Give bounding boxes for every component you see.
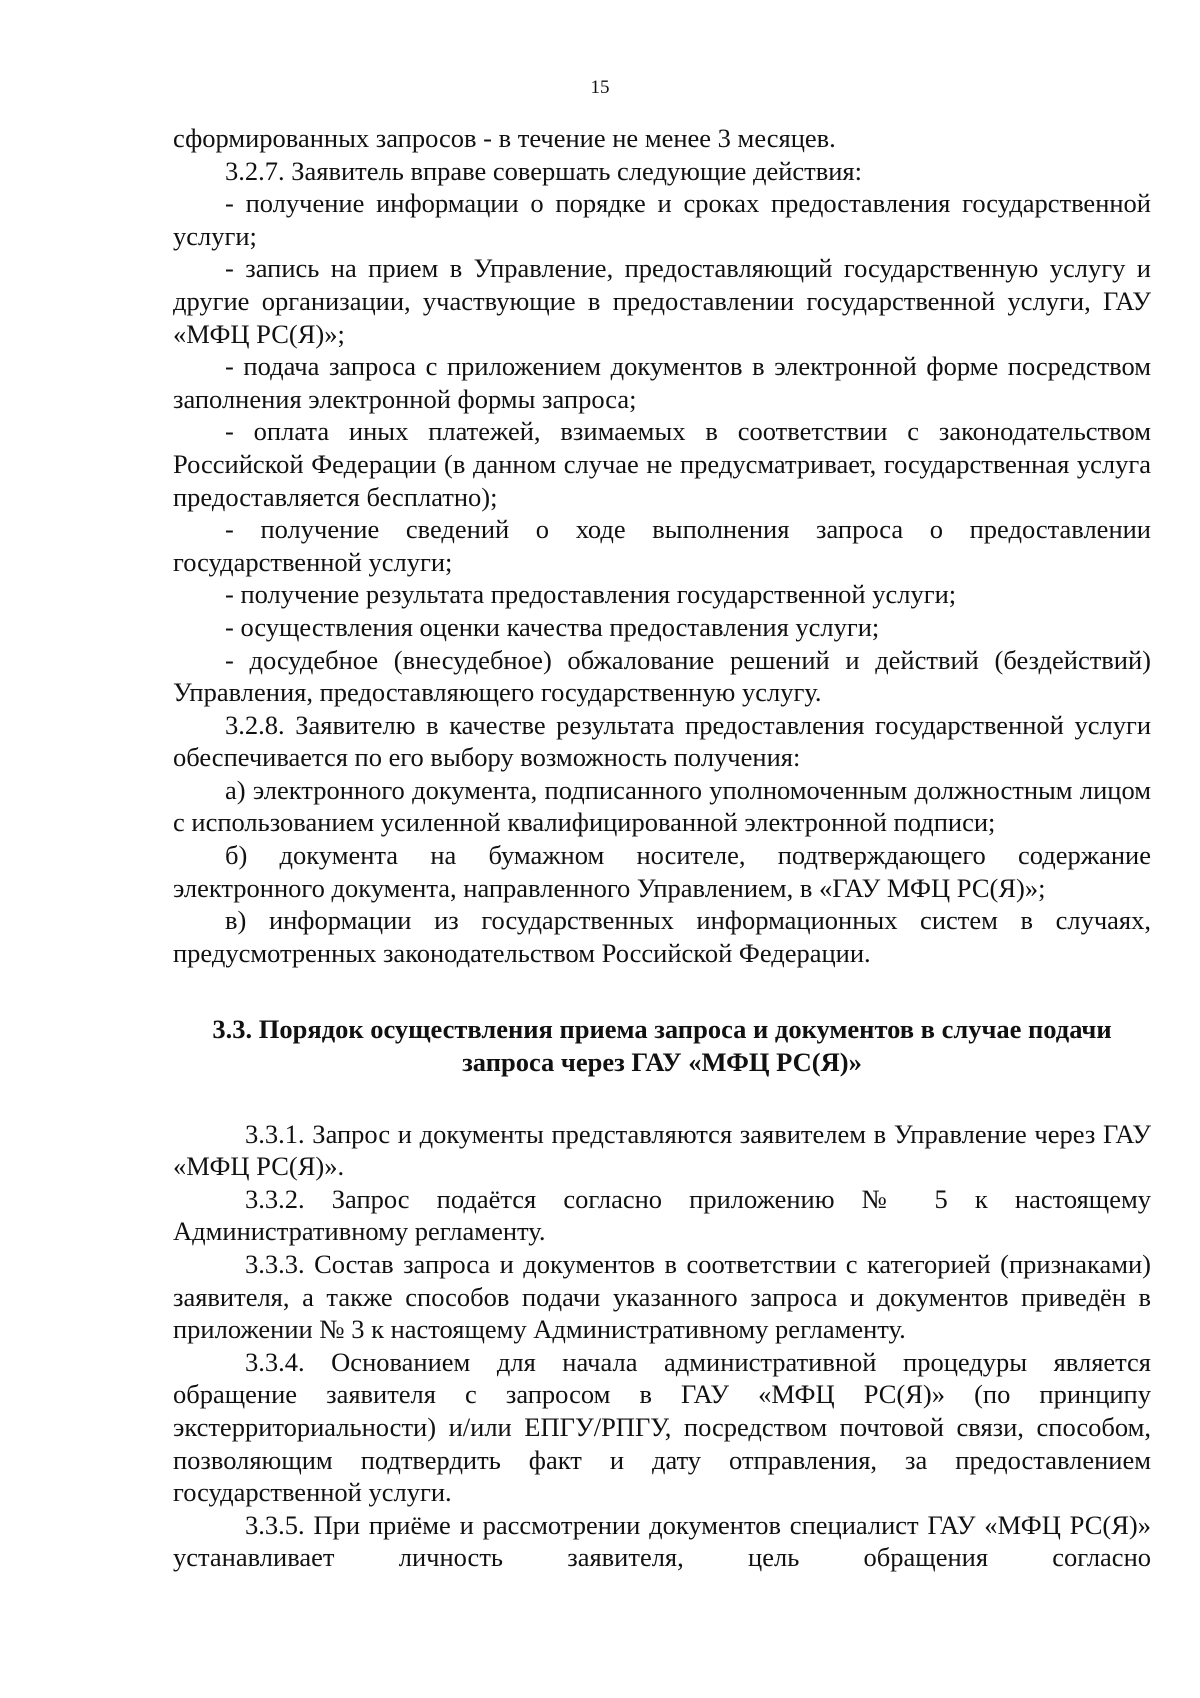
paragraph: - получение сведений о ходе выполнения запроса о предоставлении государственной услуги; bbox=[173, 514, 1151, 577]
paragraph: сформированных запросов - в течение не менее 3 месяцев. bbox=[173, 123, 836, 153]
paragraph: 3.3.2. Запрос подаётся согласно приложению № 5 к настоящему Административному регламенту. bbox=[173, 1183, 1151, 1247]
paragraph: 3.2.7. Заявитель вправе совершать следующие действия: bbox=[225, 155, 862, 186]
section-heading-line-1: 3.3. Порядок осуществления приема запроса и документов в случае подачи bbox=[212, 1014, 1112, 1045]
paragraph: 3.3.5. При приёме и рассмотрении документов специалист ГАУ «МФЦ РС(Я)» устанавливает личность заявителя, цель обращения согласно bbox=[173, 1509, 1151, 1573]
page-number: 15 bbox=[590, 77, 610, 98]
paragraph: б) документа на бумажном носителе, подтверждающего содержание электронного документа, направленного Управлением, в «ГАУ МФЦ РС(Я)»; bbox=[173, 840, 1151, 903]
paragraph: - осуществления оценки качества предоставления услуги; bbox=[225, 611, 880, 642]
paragraph: - получение результата предоставления государственной услуги; bbox=[225, 579, 957, 610]
paragraph: - оплата иных платежей, взимаемых в соответствии с законодательством Российской Федерации (в данном случае не предусматривает, государственная услуга предоставляется бесплатно); bbox=[173, 416, 1151, 512]
paragraph: 3.3.1. Запрос и документы представляются заявителем в Управление через ГАУ «МФЦ РС(Я)». bbox=[173, 1118, 1151, 1182]
paragraph: - запись на прием в Управление, предоставляющий государственную услугу и другие организации, участвующие в предоставлении государственной услуги, ГАУ «МФЦ РС(Я)»; bbox=[173, 253, 1151, 349]
document-body bbox=[173, 122, 1151, 1574]
paragraph: 3.2.8. Заявителю в качестве результата предоставления государственной услуги обеспечивается по его выбору возможность получения: bbox=[173, 709, 1151, 773]
paragraph: - подача запроса с приложением документов в электронной форме посредством заполнения электронной формы запроса; bbox=[173, 351, 1151, 414]
paragraph: а) электронного документа, подписанного уполномоченным должностным лицом с использованием усиленной квалифицированной электронной подписи; bbox=[173, 774, 1151, 838]
paragraph: - получение информации о порядке и сроках предоставления государственной услуги; bbox=[173, 188, 1151, 251]
paragraph: 3.3.3. Состав запроса и документов в соответствии с категорией (признаками) заявителя, а также способов подачи указанного запроса и документов приведён в приложении № 3 к настоящему Административному регламенту. bbox=[173, 1249, 1151, 1345]
section-3-3-text bbox=[173, 1118, 1151, 1574]
section-heading-3-3 bbox=[173, 1013, 1151, 1078]
section-heading-line-2: запроса через ГАУ «МФЦ РС(Я)» bbox=[462, 1047, 862, 1078]
section-3-2-text bbox=[173, 122, 1151, 969]
paragraph: в) информации из государственных информационных систем в случаях, предусмотренных законодательством Российской Федерации. bbox=[173, 905, 1151, 968]
paragraph: 3.3.4. Основанием для начала административной процедуры является обращение заявителя с запросом в ГАУ «МФЦ РС(Я)» (по принципу экстерриториальности) и/или ЕПГУ/РПГУ, посредством почтовой связи, способом, позволяющим подтвердить факт и дату отправления, за предоставлением государственной услуги. bbox=[173, 1346, 1151, 1508]
paragraph: - досудебное (внесудебное) обжалование решений и действий (бездействий) Управления, предоставляющего государственную услугу. bbox=[173, 644, 1151, 708]
